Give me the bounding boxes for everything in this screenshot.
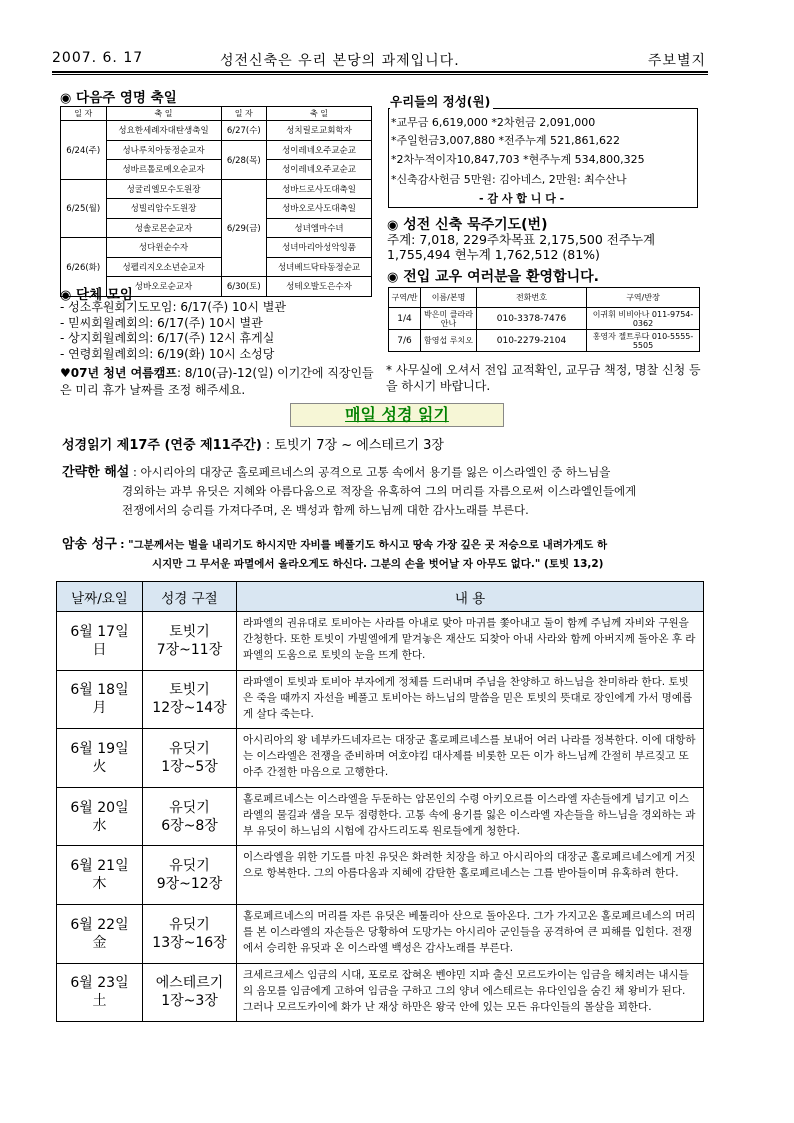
header-title: 성전신축은 우리 본당의 과제입니다. [220,53,460,69]
prayer-title: ◉ 성전 신축 묵주기도(번) [387,217,548,233]
daily-content: 이스라엘을 위한 기도를 마친 유딧은 화려한 치장을 하고 아시리아의 대장군 홀로페르네스에게 거짓으로 항복한다. 그의 아름다움과 지혜에 감탄한 홀로페르네스는 그를 받아들이며 유혹하려 한다. [237,846,704,905]
groups-list [60,300,286,362]
visitor-phone: 010-2279-2104 [477,330,587,352]
visitor-header-row [389,288,700,308]
birthday-date: 6/25(월) [61,179,107,238]
birthday-feast: 성바오로순교자 [106,277,221,297]
visitor-table [388,287,700,352]
table-row [57,670,704,729]
daily-verse: 에스테르기 1장~3장 [143,963,237,1022]
summary-line: 전쟁에서의 승리를 가져다주며, 온 백성과 함께 하느님께 대한 감사노래를 부른다. [122,503,529,517]
birthday-date: 6/28(목) [221,140,267,179]
birthday-date: 6/29(금) [221,179,267,277]
birthday-col-feast: 축 일 [106,107,221,121]
birthday-feast: 성빌리암수도원장 [106,199,221,219]
offering-box [388,108,698,208]
birthday-table [60,106,372,297]
summary-line: 경외하는 과부 유딧은 지혜와 아름다움으로 적장을 유혹하여 그의 머리를 자름으로써 이스라엘인들에게 [122,484,637,498]
birthday-feast: 성펠리지오소년순교자 [106,257,221,277]
daily-reading-table [56,581,704,1022]
daily-content: 크세르크세스 임금의 시대, 포로로 잡혀온 벤야민 지파 출신 모르도카이는 임금을 해치려는 내시들의 음모를 임금에게 고하여 임금을 구하고 그의 양녀 에스테르는 유다인임을 숨긴 채 왕비가 된다. 그러나 모르도카이에 화가 난 재상 하만은 왕국 안에 있는 모든 유다인들의 몰살을 꾀한다. [237,963,704,1022]
daily-verse: 유딧기 9장~12장 [143,846,237,905]
daily-date: 6월 21일 木 [57,846,143,905]
birthday-feast: 성바드로사도대축일 [267,179,372,199]
daily-date: 6월 22일 金 [57,904,143,963]
list-item: - 상지회월례회의: 6/17(주) 12시 휴게실 [60,331,275,345]
birthday-feast: 성굴리엘모수도원장 [106,179,221,199]
daily-date: 6월 23일 土 [57,963,143,1022]
table-row [61,160,372,180]
header-rule-top [52,71,708,73]
visitor-leader: 이귀휘 비비아나 011-9754-0362 [587,308,700,330]
daily-content: 아시리아의 왕 네부카드네자르는 대장군 홀로페르네스를 보내어 여러 나라를 정복한다. 이에 대항하는 이스라엘은 전쟁을 준비하며 여호야킴 대사제를 비롯한 모든 이가 하느님께 간절히 부르짖고 또 아주 간절한 마음으로 고행한다. [237,729,704,788]
visitor-phone: 010-3378-7476 [477,308,587,330]
list-item: - 성소후원회기도모임: 6/17(주) 10시 별관 [60,300,286,314]
visitor-name: 함영섭 루치오 [421,330,477,352]
table-row [61,199,372,219]
bullet-circle-icon: ◉ [387,270,399,285]
birthday-date: 6/24(주) [61,121,107,180]
reading-week [62,434,444,453]
visitor-col: 구역/반장 [587,288,700,308]
daily-content: 홀로페르네스는 이스라엘을 두둔하는 암몬인의 수령 아키오르를 이스라엘 자손들에게 넘기고 이스라엘의 물길과 샘을 모두 점령한다. 고통 속에 용기를 잃은 이스라엘 자손들을 하느님을 경외하는 과부 유딧이 하느님의 시험에 감사드리도록 원로들에게 청한다. [237,787,704,846]
summary-line: : 아시리아의 대장군 홀로페르네스의 공격으로 고통 속에서 용기를 잃은 이스라엘인 중 하느님을 [132,465,611,479]
birthday-feast: 성녀엠마수녀 [267,218,372,238]
offering-title: 우리들의 정성(원) [390,92,493,110]
offering-row: *2차누적이자10,847,703 *현주누계 534,800,325 [391,153,645,166]
table-row [57,612,704,671]
memory-line: 시지만 그 무서운 파멸에서 올라오게도 하신다. 그분의 손을 벗어날 자 아무도 없다." (토빗 13,2) [152,558,604,570]
memory-label: 암송 성구 [62,537,117,552]
birthday-feast: 성나루치아둥정순교자 [106,140,221,160]
visitor-col: 전화번호 [477,288,587,308]
birthday-col-date: 일 자 [221,107,267,121]
reading-week-label: 성경읽기 제17주 (연중 제11주간) [62,438,262,453]
visitor-col: 이름/본명 [421,288,477,308]
daily-verse: 유딧기 1장~5장 [143,729,237,788]
birthday-feast: 성이레네오주교순교 [267,160,372,180]
offering-row: *신축감사헌금 5만원: 김아네스, 2만원: 최수산나 [391,173,627,186]
summary-label: 간략한 해설 [62,465,130,480]
birthday-feast: 성다윈순수자 [106,238,221,258]
table-row [61,218,372,238]
bullet-circle-icon: ◉ [387,218,399,233]
list-item: - 믿씨회월례회의: 6/17(주) 10시 별관 [60,315,263,330]
birthday-feast: 성녀마리아성악잉품 [267,238,372,258]
daily-col-date: 날짜/요일 [57,582,143,612]
summary-block [62,463,702,520]
birthday-feast: 성바오로사도대축일 [267,199,372,219]
daily-col-verse: 성경 구절 [143,582,237,612]
welcome-title: ◉ 전입 교우 여러분을 환영합니다. [387,269,599,285]
page-header [52,48,708,70]
table-row [61,179,372,199]
daily-content: 라파엘이 토빗과 토비아 부자에게 정체를 드러내며 주님을 찬양하고 하느님을 찬미하라 한다. 토빗은 죽을 때까지 자선을 베풀고 토비아는 하느님의 말씀을 믿은 토빗의 뜻대로 장인에게 가서 명예롭게 살다 죽는다. [237,670,704,729]
table-row [61,121,372,141]
table-row [57,729,704,788]
birthday-feast: 성바르톨로메오순교자 [106,160,221,180]
daily-date: 6월 20일 水 [57,787,143,846]
birthday-feast: 성이레네오주교순교 [267,140,372,160]
offering-row: *교무금 6,619,000 *2차헌금 2,091,000 [391,116,596,129]
bullet-circle-icon: ◉ [60,91,72,106]
table-row [57,846,704,905]
table-row [57,787,704,846]
birthday-date: 6/27(수) [221,121,267,141]
reading-week-range: : 토빗기 7장 ~ 에스테르기 3장 [265,438,444,453]
birthday-col-date: 일 자 [61,107,107,121]
daily-reading-title: 매일 성경 읽기 [290,403,504,427]
daily-date: 6월 18일 月 [57,670,143,729]
birthday-col-feast: 축 일 [267,107,372,121]
birthday-feast: 성치릴로교회학자 [267,121,372,141]
camp-text: : 8/10(금)-12(일) 이기간에 직장인들은 미리 휴가 날짜를 조정 해주세요. [60,366,374,397]
birthday-date: 6/26(화) [61,238,107,297]
table-row [57,904,704,963]
table-row [57,963,704,1022]
daily-content: 홀로페르네스의 머리를 자른 유딧은 베툴리아 산으로 돌아온다. 그가 가지고온 홀로페르네스의 머리를 본 이스라엘의 자손들은 당황하여 도망가는 아시리아 군인들을 공격하여 큰 피해를 입힌다. 전쟁에서 승리한 유딧과 온 이스라엘 백성은 감사노래를 부른다. [237,904,704,963]
table-row [61,238,372,258]
table-row [61,140,372,160]
camp-notice [60,365,378,399]
list-item: - 연령회월례회의: 6/19(화) 10시 소성당 [60,346,275,361]
groups-title: ◉ 단체 모임 [60,287,133,303]
table-row [389,330,700,352]
table-row [61,257,372,277]
table-row [389,308,700,330]
bullet-circle-icon: ◉ [60,288,72,303]
header-date: 2007. 6. 17 [52,50,144,66]
daily-header-row [57,582,704,612]
offering-thanks: - 감 사 합 니 다 - [479,192,565,205]
daily-date: 6월 19일 火 [57,729,143,788]
birthday-date: 6/30(토) [221,277,267,297]
daily-verse: 토빗기 7장~11장 [143,612,237,671]
visitor-date: 7/6 [389,330,421,352]
visitor-date: 1/4 [389,308,421,330]
header-label: 주보별지 [647,53,706,69]
birthday-feast: 성요한세례자대탄생축일 [106,121,221,141]
offering-row: *주일헌금3,007,880 *전주누계 521,861,622 [391,134,620,147]
prayer-text: 주계: 7,018, 229주차목표 2,175,500 전주누계 1,755,494 현누계 1,762,512 (81%) [387,232,656,262]
header-rule-bottom [52,74,708,75]
daily-col-content: 내 용 [237,582,704,612]
daily-content: 라파엘의 권유대로 토비아는 사라를 아내로 맞아 마귀를 쫓아내고 둘이 함께 주님께 자비와 구원을 간청한다. 또한 토빗이 가빌엘에게 맡겨놓은 재산도 되찾아 아내 사라와 함께 아버지께 돌아온 후 라파엘의 도움으로 토빗의 눈을 뜨게 한다. [237,612,704,671]
visitor-name: 박은미 클라라 안나 [421,308,477,330]
visitor-leader: 홍영자 젤트루다 010-5555-5505 [587,330,700,352]
visitor-col: 구역/반 [389,288,421,308]
birthday-feast: 성솔로몬순교자 [106,218,221,238]
birthday-feast: 성테오발도은수자 [267,277,372,297]
daily-verse: 유딧기 13장~16장 [143,904,237,963]
memory-line: : "그분께서는 벌을 내리기도 하시지만 자비를 베풀기도 하시고 땅속 가장 깊은 곳 저승으로 내려가게도 하 [120,539,608,551]
welcome-note: * 사무실에 오셔서 전입 교적확인, 교무금 책정, 명찰 신청 등을 하시기 바랍니다. [386,363,701,393]
camp-label: ♥07년 청년 여름캠프 [60,366,177,380]
daily-verse: 유딧기 6장~8장 [143,787,237,846]
birthday-title: ◉ 다음주 영명 축일 [60,90,177,106]
birthday-header-row [61,107,372,121]
memory-verse-block [62,535,702,574]
daily-date: 6월 17일 日 [57,612,143,671]
birthday-feast: 성녀베드닥타동정순교 [267,257,372,277]
daily-verse: 토빗기 12장~14장 [143,670,237,729]
